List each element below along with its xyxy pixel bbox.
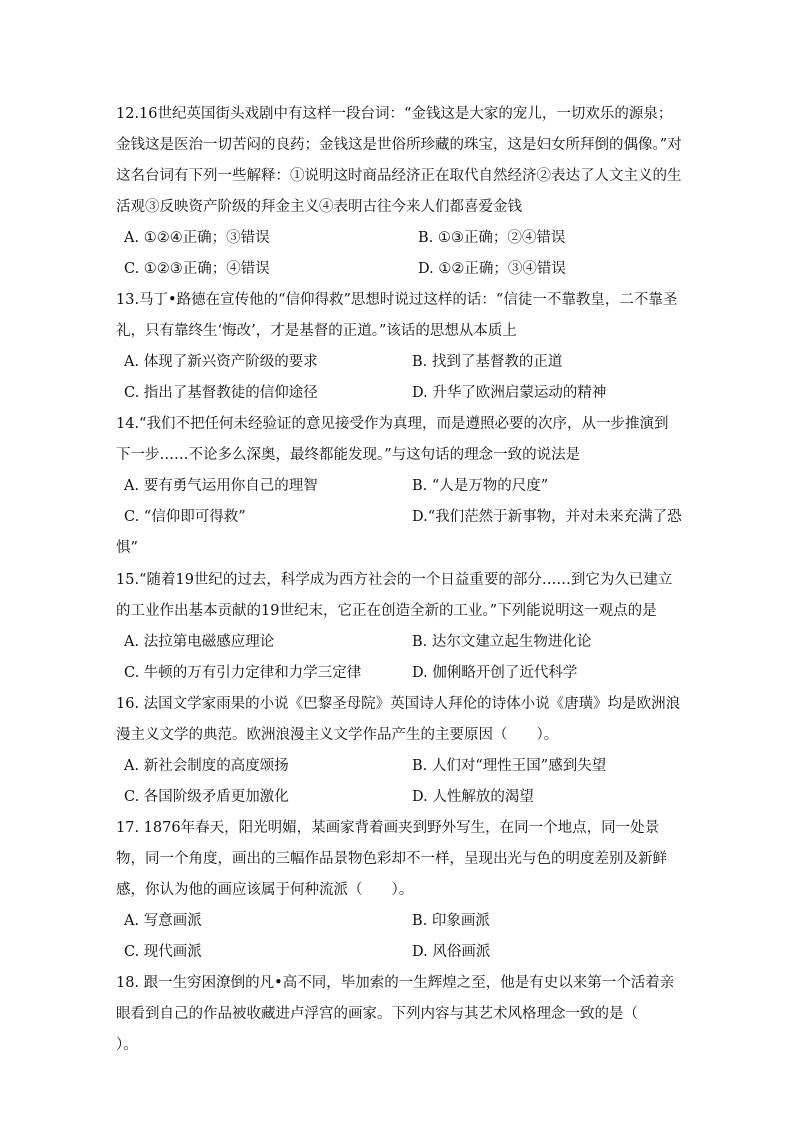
option-a: A. 法拉第电磁感应理论: [124, 634, 275, 650]
option-b: B. “人是万物的尺度”: [412, 478, 549, 494]
option-a: A. 写意画派: [124, 913, 202, 929]
option-b: B. ①③正确；②④错误: [418, 230, 566, 246]
option-d: D.“我们茫然于新事物，并对未来充满了恐: [412, 509, 682, 525]
option-c: C. 牛顿的万有引力定律和力学三定律: [124, 665, 362, 681]
question-16-stem: 16. 法国文学家雨果的小说《巴黎圣母院》英国诗人拜伦的诗体小说《唐璜》均是欧洲浪漫主义文学的典范。欧洲浪漫主义文学作品产生的主要原因（ ）。: [116, 696, 681, 743]
question-15-stem: 15.“随着19世纪的过去，科学成为西方社会的一个日益重要的部分……到它为久已建立的工业作出基本贡献的19世纪末，它正在创造全新的工业。”下列能说明这一观点的是: [116, 572, 673, 619]
option-d: D. 伽俐略开创了近代科学: [412, 665, 578, 681]
option-c: C. 现代画派: [124, 944, 202, 960]
option-c: C. “信仰即可得救”: [124, 509, 246, 525]
option-c: C. 各国阶级矛盾更加激化: [124, 789, 289, 805]
option-d: D. 升华了欧洲启蒙运动的精神: [412, 385, 607, 401]
question-14-stem: 14.“我们不把任何未经验证的意见接受作为真理，而是遵照必要的次序，从一步推演到下一步……不论多么深奥，最终都能发现。”与这句话的理念一致的说法是: [116, 416, 669, 463]
option-a: A. ①②④正确；③错误: [124, 230, 270, 246]
option-b: B. 人们对“理性王国”感到失望: [412, 758, 607, 774]
option-a: A. 新社会制度的高度颂扬: [124, 758, 289, 774]
question-14-options: [124, 471, 684, 533]
option-d: D. 风俗画派: [412, 944, 491, 960]
question-15-options: [124, 627, 684, 689]
question-13-stem: 13.马丁•路德在宣传他的“信仰得救”思想时说过这样的话：“信徒一不靠教皇，二不靠圣礼，只有靠终生‘悔改’，才是基督的正道。”该话的思想从本质上: [116, 292, 678, 339]
question-16-options: [124, 751, 684, 813]
question-13-options: [124, 347, 684, 409]
option-d: D. ①②正确；③④错误: [418, 261, 566, 277]
question-12-options: [124, 223, 684, 285]
option-a: A. 体现了新兴资产阶级的要求: [124, 354, 318, 370]
option-a: A. 要有勇气运用你自己的理智: [124, 478, 318, 494]
option-d: D. 人性解放的渴望: [412, 789, 534, 805]
option-c: C. ①②③正确；④错误: [124, 261, 270, 277]
option-b: B. 印象画派: [412, 913, 490, 929]
option-b: B. 找到了基督教的正道: [412, 354, 563, 370]
question-12-stem: 12.16世纪英国街头戏剧中有这样一段台词：“金钱这是大家的宠儿，一切欢乐的源泉；金钱这是医治一切苦闷的良药；金钱这是世俗所珍藏的珠宝，这是妇女所拜倒的偶像。”对这名台词有下列一些解释：①说明这时商品经济正在取代自然经济②表达了人文主义的生活观③反映资产阶级的拜金主义④表明古往今来人们都喜爱金钱: [116, 106, 682, 215]
option-c: C. 指出了基督教徒的信仰途径: [124, 385, 318, 401]
option-b: B. 达尔文建立起生物进化论: [412, 634, 592, 650]
question-17-options: [124, 906, 684, 968]
question-14-option-d-continuation: 惧”: [116, 540, 138, 556]
question-18-stem: 18. 跟一生穷困潦倒的凡•高不同，毕加索的一生辉煌之至，他是有史以来第一个活着亲眼看到自己的作品被收藏进卢浮宫的画家。下列内容与其艺术风格理念一致的是（ ）。: [116, 975, 675, 1053]
question-17-stem: 17. 1876年春天，阳光明媚，某画家背着画夹到野外写生，在同一个地点，同一处景物，同一个角度，画出的三幅作品景物色彩却不一样，呈现出光与色的明度差别及新鲜感，你认为他的画应该属于何种流派（ ）。: [116, 820, 667, 898]
